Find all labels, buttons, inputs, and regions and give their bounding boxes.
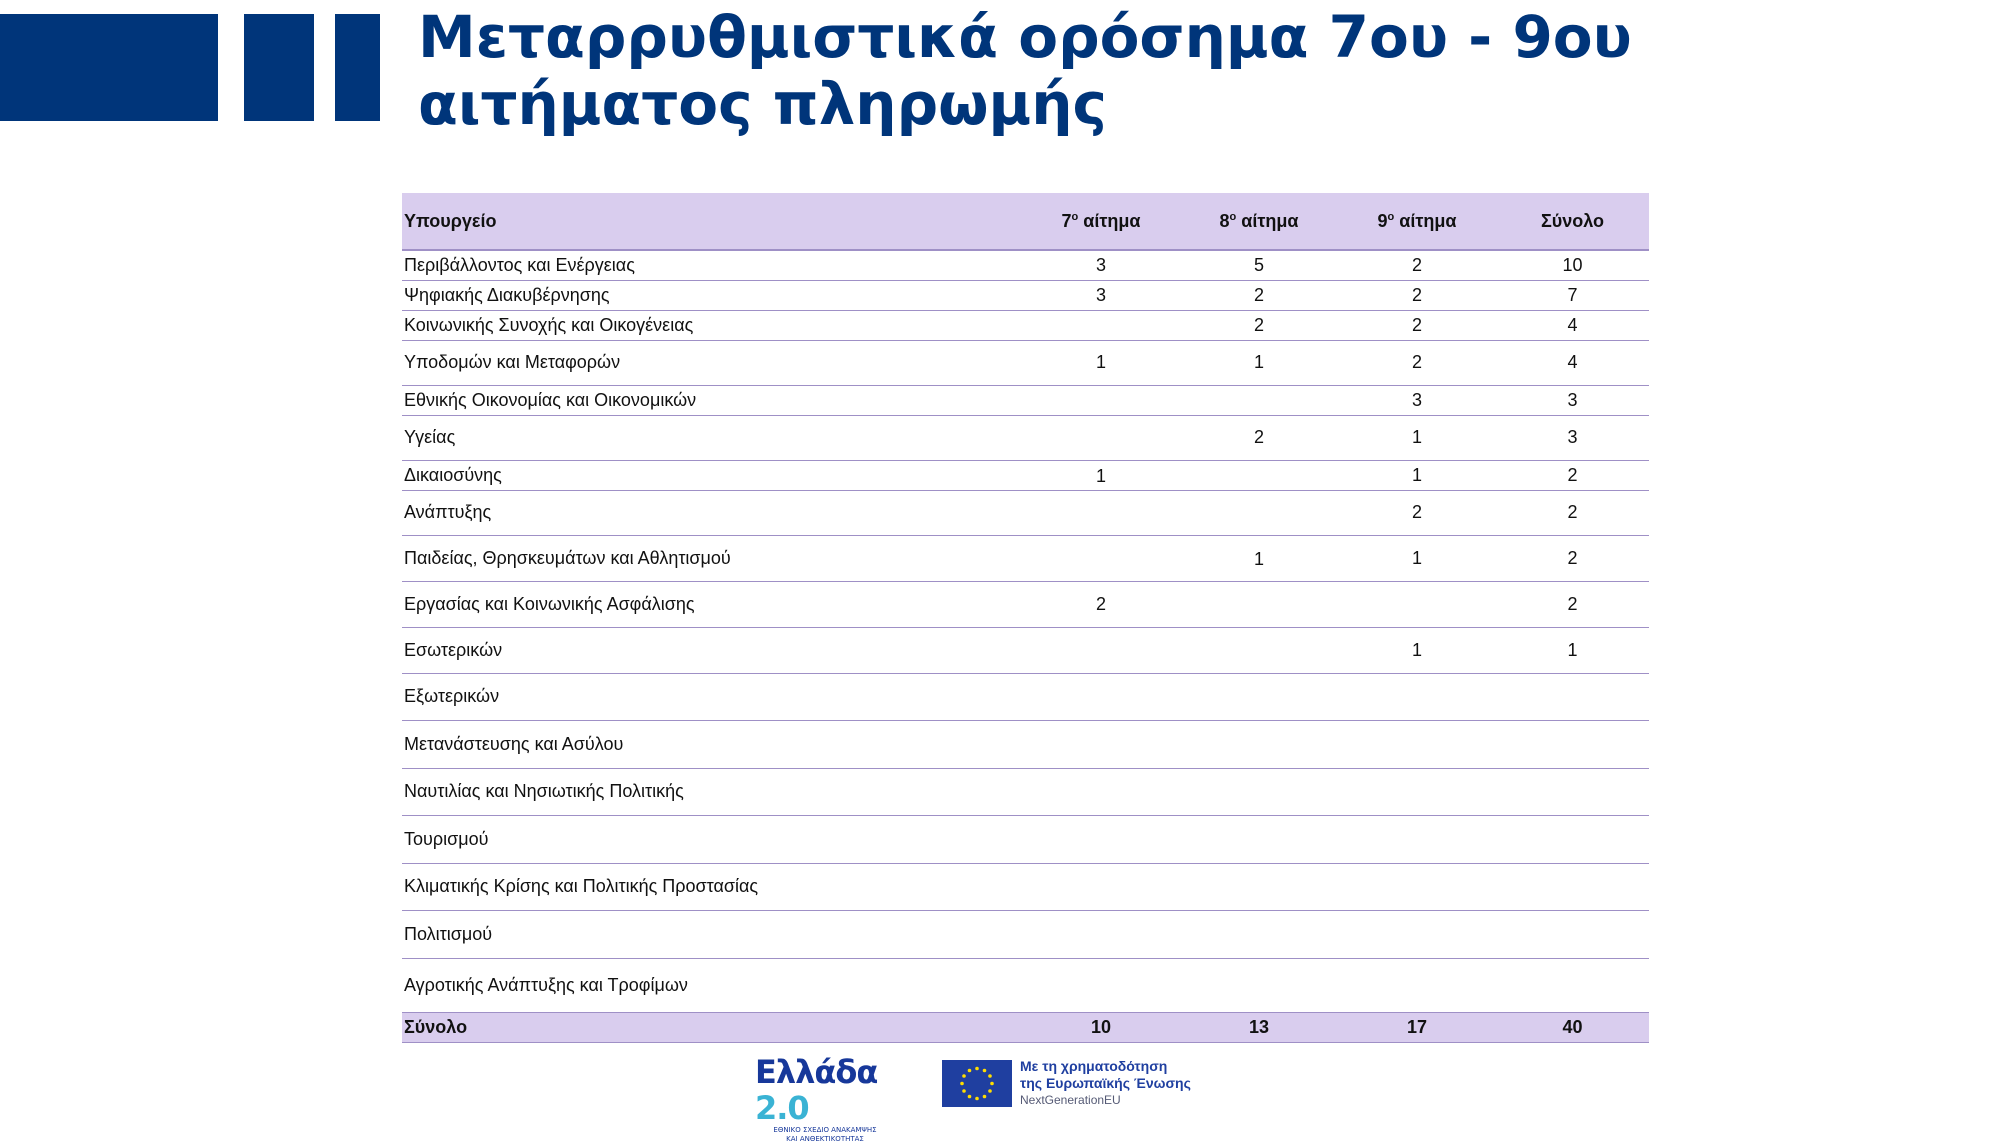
request-7-value (1022, 815, 1180, 863)
request-9-value: 2 (1338, 340, 1496, 385)
decorative-bar (244, 14, 314, 121)
eu-star-icon (983, 1095, 987, 1099)
eu-funding-text: Με τη χρηματοδότηση της Ευρωπαϊκής Ένωσης NextGenerationEU (1020, 1058, 1191, 1107)
table-row (402, 581, 1649, 627)
ministry-name: Κοινωνικής Συνοχής και Οικογένειας (402, 310, 1022, 340)
footer-logos (0, 1053, 2000, 1143)
table-row (402, 460, 1649, 490)
ministry-name: Ναυτιλίας και Νησιωτικής Πολιτικής (402, 768, 1022, 815)
ministry-name: Εξωτερικών (402, 673, 1022, 720)
total-value: 10 (1496, 250, 1649, 280)
request-7-value (1022, 490, 1180, 535)
request-8-value (1180, 490, 1338, 535)
header-ministry: Υπουργείο (402, 193, 1022, 250)
request-7-value (1022, 385, 1180, 415)
eu-star-icon (968, 1069, 972, 1073)
ministry-name: Υγείας (402, 415, 1022, 460)
request-8-value (1180, 720, 1338, 768)
table-row (402, 535, 1649, 581)
request-8-value (1180, 385, 1338, 415)
request-7-value (1022, 415, 1180, 460)
ministry-name: Τουρισμού (402, 815, 1022, 863)
request-7-value (1022, 720, 1180, 768)
request-9-value (1338, 768, 1496, 815)
request-9-value: 1 (1338, 627, 1496, 673)
decorative-bar (335, 14, 380, 121)
request-7-total: 10 (1022, 1012, 1180, 1042)
ministry-name: Υποδομών και Μεταφορών (402, 340, 1022, 385)
total-value: 1 (1496, 627, 1649, 673)
request-8-value (1180, 958, 1338, 1012)
header-request-8: $8^o$ αίτημα (1180, 193, 1338, 250)
request-8-value (1180, 768, 1338, 815)
table-row (402, 720, 1649, 768)
total-value (1496, 958, 1649, 1012)
eu-star-icon (962, 1074, 966, 1078)
request-9-value (1338, 673, 1496, 720)
request-9-total: 17 (1338, 1012, 1496, 1042)
header-request-9: $9^o$ αίτημα (1338, 193, 1496, 250)
ministry-name: Ανάπτυξης (402, 490, 1022, 535)
request-9-value (1338, 958, 1496, 1012)
table-header-row (402, 193, 1649, 250)
request-8-value (1180, 627, 1338, 673)
decorative-bar (0, 14, 218, 121)
total-value (1496, 768, 1649, 815)
table-row (402, 863, 1649, 910)
total-value: 2 (1496, 581, 1649, 627)
request-7-value: 1 (1022, 460, 1180, 490)
header-total: Σύνολο (1496, 193, 1649, 250)
table-row (402, 768, 1649, 815)
ministry-name: Εθνικής Οικονομίας και Οικονομικών (402, 385, 1022, 415)
eu-star-icon (983, 1069, 987, 1073)
request-8-value (1180, 673, 1338, 720)
table-row (402, 627, 1649, 673)
table-row (402, 490, 1649, 535)
total-value (1496, 673, 1649, 720)
request-9-value (1338, 910, 1496, 958)
request-8-value: 2 (1180, 310, 1338, 340)
grand-total: 40 (1496, 1012, 1649, 1042)
request-7-value: 2 (1022, 581, 1180, 627)
request-7-value (1022, 673, 1180, 720)
table-row (402, 673, 1649, 720)
table-row (402, 415, 1649, 460)
ministry-name: Παιδείας, Θρησκευμάτων και Αθλητισμού (402, 535, 1022, 581)
total-value (1496, 910, 1649, 958)
request-8-value (1180, 460, 1338, 490)
request-8-value (1180, 581, 1338, 627)
request-7-value: 3 (1022, 250, 1180, 280)
eu-star-icon (968, 1095, 972, 1099)
table-row (402, 958, 1649, 1012)
page-title: Μεταρρυθμιστικά ορόσημα 7ου - 9ου αιτήματος πληρωμής (418, 3, 1632, 138)
request-7-value (1022, 958, 1180, 1012)
request-9-value: 1 (1338, 460, 1496, 490)
table-row (402, 385, 1649, 415)
request-9-value: 2 (1338, 310, 1496, 340)
request-7-value (1022, 535, 1180, 581)
total-value: 2 (1496, 460, 1649, 490)
request-8-total: 13 (1180, 1012, 1338, 1042)
request-7-value (1022, 627, 1180, 673)
request-9-value: 2 (1338, 490, 1496, 535)
table-total-row (402, 1012, 1649, 1042)
greece-logo-wordmark: Ελλάδα 2.0 (755, 1053, 878, 1127)
request-9-value: 2 (1338, 280, 1496, 310)
milestones-table (402, 193, 1649, 1043)
eu-star-icon (975, 1067, 979, 1071)
total-value: 4 (1496, 340, 1649, 385)
eu-flag-icon (942, 1060, 1012, 1107)
request-8-value: 1 (1180, 340, 1338, 385)
table-row (402, 910, 1649, 958)
table-row (402, 250, 1649, 280)
total-value: 3 (1496, 385, 1649, 415)
total-label: Σύνολο (402, 1012, 1022, 1042)
total-value (1496, 863, 1649, 910)
request-7-value (1022, 310, 1180, 340)
total-value (1496, 815, 1649, 863)
ministry-name: Πολιτισμού (402, 910, 1022, 958)
total-value: 3 (1496, 415, 1649, 460)
request-8-value (1180, 910, 1338, 958)
request-9-value: 2 (1338, 250, 1496, 280)
request-9-value (1338, 581, 1496, 627)
request-8-value (1180, 815, 1338, 863)
ministry-name: Κλιματικής Κρίσης και Πολιτικής Προστασίας (402, 863, 1022, 910)
total-value: 4 (1496, 310, 1649, 340)
eu-star-icon (960, 1082, 964, 1086)
request-9-value (1338, 720, 1496, 768)
table-row (402, 340, 1649, 385)
ministry-name: Ψηφιακής Διακυβέρνησης (402, 280, 1022, 310)
ministry-name: Μετανάστευσης και Ασύλου (402, 720, 1022, 768)
table-row (402, 815, 1649, 863)
eu-star-icon (988, 1074, 992, 1078)
greece-2-0-logo (755, 1053, 930, 1143)
total-value: 2 (1496, 490, 1649, 535)
request-8-value (1180, 863, 1338, 910)
request-7-value (1022, 768, 1180, 815)
total-value: 7 (1496, 280, 1649, 310)
request-7-value: 3 (1022, 280, 1180, 310)
request-8-value: 2 (1180, 280, 1338, 310)
ministry-name: Περιβάλλοντος και Ενέργειας (402, 250, 1022, 280)
request-8-value: 2 (1180, 415, 1338, 460)
request-7-value (1022, 863, 1180, 910)
ministry-name: Εσωτερικών (402, 627, 1022, 673)
total-value (1496, 720, 1649, 768)
request-8-value: 1 (1180, 535, 1338, 581)
request-7-value (1022, 910, 1180, 958)
eu-star-icon (990, 1082, 994, 1086)
total-value: 2 (1496, 535, 1649, 581)
table-row (402, 280, 1649, 310)
eu-star-icon (988, 1089, 992, 1093)
eu-star-icon (975, 1097, 979, 1101)
request-7-value: 1 (1022, 340, 1180, 385)
greece-logo-subtitle: ΕΘΝΙΚΟ ΣΧΕΔΙΟ ΑΝΑΚΑΜΨΗΣ ΚΑΙ ΑΝΘΕΚΤΙΚΟΤΗΤΑΣ (773, 1126, 877, 1143)
ministry-name: Δικαιοσύνης (402, 460, 1022, 490)
table-row (402, 310, 1649, 340)
eu-star-icon (962, 1089, 966, 1093)
ministry-name: Εργασίας και Κοινωνικής Ασφάλισης (402, 581, 1022, 627)
request-8-value: 5 (1180, 250, 1338, 280)
ministry-name: Αγροτικής Ανάπτυξης και Τροφίμων (402, 958, 1022, 1012)
request-9-value: 3 (1338, 385, 1496, 415)
request-9-value (1338, 863, 1496, 910)
request-9-value (1338, 815, 1496, 863)
request-9-value: 1 (1338, 535, 1496, 581)
header-request-7: $7^o$ αίτημα (1022, 193, 1180, 250)
request-9-value: 1 (1338, 415, 1496, 460)
